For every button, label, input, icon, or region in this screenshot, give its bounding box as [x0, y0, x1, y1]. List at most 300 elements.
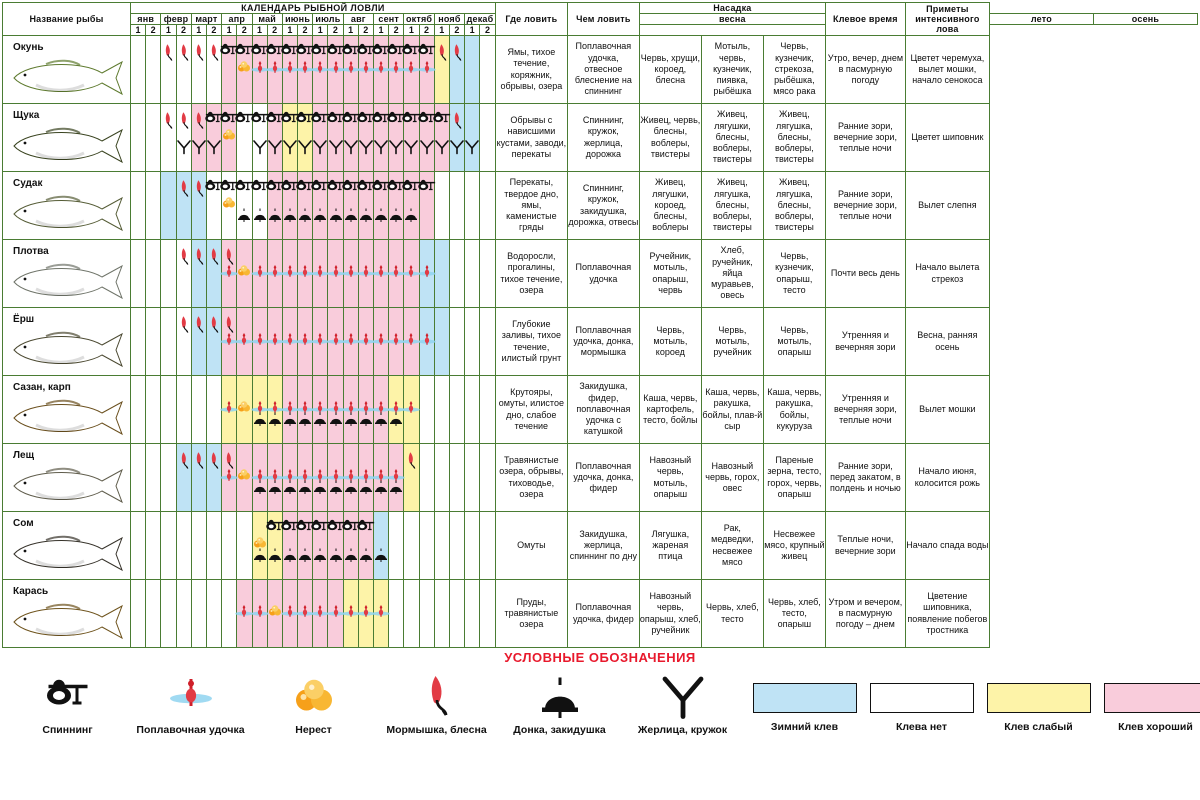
zherlitsa-icon	[388, 139, 404, 157]
half-month-header-23: 1	[465, 25, 480, 36]
calendar-cell[interactable]	[131, 580, 146, 648]
signs-cell: Начало июня, колосится рожь	[905, 444, 989, 512]
donka-icon	[328, 547, 344, 565]
donka-icon	[328, 207, 344, 225]
fish-image	[3, 597, 130, 645]
table-header	[3, 3, 1198, 36]
color-swatch	[753, 683, 857, 713]
calendar-cell[interactable]	[206, 512, 221, 580]
fish-cell-5	[3, 308, 131, 376]
month-header-7: июль	[313, 14, 343, 25]
bait-spring-cell: Живец, червь, блесны, воблеры, твистеры	[639, 104, 701, 172]
calendar-cell[interactable]	[465, 240, 480, 308]
calendar-cell[interactable]	[465, 512, 480, 580]
calendar-cell[interactable]	[389, 512, 404, 580]
donka-icon	[297, 547, 313, 565]
donka-icon	[312, 547, 328, 565]
zherlitsa-icon	[252, 139, 268, 157]
calendar-cell[interactable]	[419, 308, 434, 376]
calendar-cell[interactable]	[465, 308, 480, 376]
bait-spring-cell: Червь, мотыль, короед	[639, 308, 701, 376]
donka-icon	[388, 207, 404, 225]
bite-time-cell: Ранние зори, вечерние зори, теплые ночи	[825, 104, 905, 172]
month-header-3: март	[191, 14, 221, 25]
calendar-cell[interactable]	[131, 240, 146, 308]
bait-autumn-cell: Живец, лягушка, блесны, воблеры, твистеры	[763, 172, 825, 240]
month-header-2: февр	[161, 14, 191, 25]
table-row	[3, 512, 1198, 580]
legend-label: Донка, закидушка	[513, 724, 606, 736]
calendar-cell[interactable]	[434, 240, 449, 308]
calendar-cell[interactable]	[131, 444, 146, 512]
fish-name-label: Щука	[13, 110, 40, 121]
zherlitsa-icon	[267, 139, 283, 157]
float-icon	[401, 399, 421, 421]
calendar-cell[interactable]	[480, 36, 496, 104]
bait-summer-cell: Живец, лягушки, блесны, воблеры, твистеры	[701, 104, 763, 172]
legend-label: Зимний клев	[770, 721, 839, 733]
half-month-header-5: 1	[191, 25, 206, 36]
bait-spring-cell: Каша, червь, картофель, тесто, бойлы	[639, 376, 701, 444]
bait-summer-cell: Рак, медведки, несвежее мясо	[701, 512, 763, 580]
calendar-cell[interactable]	[404, 444, 419, 512]
calendar-cell[interactable]	[222, 240, 237, 308]
zherlitsa-icon	[282, 139, 298, 157]
legend	[0, 665, 1200, 761]
header-calendar-title: КАЛЕНДАРЬ РЫБНОЙ ЛОВЛИ	[131, 3, 496, 14]
half-month-header-4: 2	[176, 25, 191, 36]
donka-icon	[297, 207, 313, 225]
calendar-cell[interactable]	[146, 376, 161, 444]
zherlitsa-icon	[373, 139, 389, 157]
donka-icon	[252, 207, 268, 225]
calendar-cell[interactable]	[449, 172, 464, 240]
month-header-1: янв	[131, 14, 161, 25]
fish-cell-4	[3, 240, 131, 308]
zherlitsa-icon	[419, 139, 435, 157]
zherlitsa-icon	[206, 139, 222, 157]
calendar-cell[interactable]	[374, 512, 389, 580]
fish-image	[3, 529, 130, 577]
bait-autumn-cell: Червь, мотыль, опарыш	[763, 308, 825, 376]
calendar-cell[interactable]	[191, 580, 206, 648]
calendar-cell[interactable]	[222, 444, 237, 512]
legend-label: Поплавочная удочка	[136, 724, 245, 736]
bait-autumn-cell: Несвежее мясо, крупный живец	[763, 512, 825, 580]
calendar-cell[interactable]	[131, 512, 146, 580]
calendar-cell[interactable]	[434, 580, 449, 648]
month-header-12: декаб	[466, 14, 494, 24]
calendar-cell[interactable]	[480, 512, 496, 580]
where-cell: Пруды, травянистые озера	[495, 580, 567, 648]
calendar-cell[interactable]	[434, 308, 449, 376]
fish-cell-8	[3, 512, 131, 580]
table-row	[3, 36, 1198, 104]
what-cell: Поплавочная удочка	[567, 240, 639, 308]
month-header-4: апр	[222, 14, 252, 25]
half-month-header-3: 1	[161, 25, 176, 36]
half-month-header-13: 1	[313, 25, 328, 36]
calendar-cell[interactable]	[480, 240, 496, 308]
half-month-header-10: 2	[267, 25, 282, 36]
legend-title: УСЛОВНЫЕ ОБОЗНАЧЕНИЯ	[504, 650, 696, 665]
calendar-cell[interactable]	[465, 444, 480, 512]
calendar-cell[interactable]	[176, 580, 191, 648]
half-month-header-22: 2	[449, 25, 464, 36]
spawn-icon	[290, 669, 338, 721]
bait-spring-cell: Навозный червь, опарыш, хлеб, ручейник	[639, 580, 701, 648]
legend-color-pink	[1099, 669, 1200, 733]
donka-icon	[403, 207, 419, 225]
calendar-cell[interactable]	[389, 580, 404, 648]
legend-colors	[746, 669, 1200, 733]
fish-name-label: Судак	[13, 178, 43, 189]
fish-image	[3, 393, 130, 441]
calendar-cell[interactable]	[404, 512, 419, 580]
donka-icon	[282, 207, 298, 225]
calendar-cell[interactable]	[449, 240, 464, 308]
zherlitsa-icon	[659, 669, 707, 721]
calendar-cell[interactable]	[465, 36, 480, 104]
half-month-header-21: 1	[434, 25, 449, 36]
calendar-cell[interactable]	[237, 512, 252, 580]
donka-icon	[358, 207, 374, 225]
bait-summer-cell: Каша, червь, ракушка, бойлы, плав-й сыр	[701, 376, 763, 444]
zherlitsa-icon	[449, 139, 465, 157]
fish-image	[3, 257, 130, 305]
calendar-cell[interactable]	[161, 580, 176, 648]
table-row	[3, 240, 1198, 308]
header-fish-name: Название рыбы	[3, 3, 131, 36]
color-swatch	[987, 683, 1091, 713]
donka-icon	[312, 207, 328, 225]
header-bait: Насадка	[639, 3, 825, 14]
where-cell: Глубокие заливы, тихое течение, илистый грунт	[495, 308, 567, 376]
fish-name-label: Сазан, карп	[13, 382, 71, 393]
half-month-header-24: 2	[480, 25, 496, 36]
legend-label: Спиннинг	[42, 724, 93, 736]
calendar-cell[interactable]	[146, 308, 161, 376]
zherlitsa-icon	[191, 139, 207, 157]
calendar-cell[interactable]	[449, 104, 464, 172]
where-cell: Крутояры, омуты, илистое дно, слабое течение	[495, 376, 567, 444]
calendar-cell[interactable]	[404, 376, 419, 444]
legend-label: Клев хороший	[1118, 721, 1193, 733]
half-month-header-8: 2	[237, 25, 252, 36]
legend-color-blue	[748, 669, 861, 733]
calendar-cell[interactable]	[161, 376, 176, 444]
bait-spring-cell: Ручейник, мотыль, опарыш, червь	[639, 240, 701, 308]
bite-time-cell: Утренняя и вечерняя зори	[825, 308, 905, 376]
where-cell: Обрывы с нависшими кустами, заводи, перекаты	[495, 104, 567, 172]
month-header-10: октяб	[404, 14, 434, 25]
header-bait-summer: лето	[989, 14, 1093, 25]
float-icon	[167, 669, 215, 721]
calendar-cell[interactable]	[465, 376, 480, 444]
calendar-cell[interactable]	[449, 512, 464, 580]
calendar-cell[interactable]	[465, 172, 480, 240]
calendar-cell[interactable]	[146, 444, 161, 512]
fishing-calendar-table	[2, 2, 1198, 648]
half-month-header-1: 1	[131, 25, 146, 36]
bait-spring-cell: Лягушка, жареная птица	[639, 512, 701, 580]
fish-name-label: Плотва	[13, 246, 49, 257]
donka-icon	[252, 547, 268, 565]
bite-time-cell: Утром и вечером, в пасмурную погоду – днем	[825, 580, 905, 648]
signs-cell: Вылет мошки	[905, 376, 989, 444]
calendar-cell[interactable]	[419, 444, 434, 512]
signs-cell: Цветет шиповник	[905, 104, 989, 172]
bait-autumn-cell: Червь, хлеб, тесто, опарыш	[763, 580, 825, 648]
table-row	[3, 376, 1198, 444]
signs-cell: Начало спада воды	[905, 512, 989, 580]
legend-item-spawn	[252, 669, 375, 736]
donka-icon	[343, 207, 359, 225]
donka-icon	[267, 547, 283, 565]
calendar-cell[interactable]	[176, 376, 191, 444]
where-cell: Ямы, тихое течение, коряжник, обрывы, озера	[495, 36, 567, 104]
calendar-cell[interactable]	[419, 580, 434, 648]
legend-item-zherlitsa	[621, 669, 744, 736]
zherlitsa-icon	[434, 139, 450, 157]
what-cell: Спиннинг, кружок, закидушка, дорожка, отвесы	[567, 172, 639, 240]
what-cell: Поплавочная удочка, фидер	[567, 580, 639, 648]
calendar-cell[interactable]	[449, 36, 464, 104]
donka-icon	[373, 547, 389, 565]
bait-summer-cell: Мотыль, червь, кузнечик, пиявка, рыбёшка	[701, 36, 763, 104]
fish-image	[3, 121, 130, 169]
what-cell: Поплавочная удочка, донка, фидер	[567, 444, 639, 512]
spinning-icon	[356, 517, 376, 539]
legend-label: Клев слабый	[1004, 721, 1073, 733]
bait-summer-cell: Навозный червь, горох, овес	[701, 444, 763, 512]
bite-time-cell: Почти весь день	[825, 240, 905, 308]
bait-summer-cell: Червь, хлеб, тесто	[701, 580, 763, 648]
donka-icon	[236, 207, 252, 225]
calendar-cell[interactable]	[146, 512, 161, 580]
zherlitsa-icon	[176, 139, 192, 157]
donka-icon	[358, 547, 374, 565]
calendar-cell[interactable]	[449, 376, 464, 444]
fish-cell-2	[3, 104, 131, 172]
calendar-cell[interactable]	[131, 36, 146, 104]
legend-label: Жерлица, кружок	[637, 724, 728, 736]
calendar-cell[interactable]	[222, 512, 237, 580]
where-cell: Перекаты, твердое дно, ямы, каменистые гряды	[495, 172, 567, 240]
what-cell: Поплавочная удочка, донка, мормышка	[567, 308, 639, 376]
month-header-9: сент	[374, 14, 404, 25]
calendar-cell[interactable]	[480, 376, 496, 444]
legend-label: Нерест	[295, 724, 332, 736]
calendar-cell[interactable]	[222, 376, 237, 444]
half-month-header-17: 1	[374, 25, 389, 36]
calendar-cell[interactable]	[419, 172, 434, 240]
calendar-cell[interactable]	[480, 580, 496, 648]
calendar-cell[interactable]	[419, 240, 434, 308]
bite-time-cell: Утро, вечер, днем в пасмурную погоду	[825, 36, 905, 104]
calendar-cell[interactable]	[480, 444, 496, 512]
what-cell: Спиннинг, кружок, жерлица, дорожка	[567, 104, 639, 172]
calendar-cell[interactable]	[404, 580, 419, 648]
what-cell: Закидушка, жерлица, спиннинг по дну	[567, 512, 639, 580]
calendar-cell[interactable]	[131, 308, 146, 376]
month-header-5: май	[252, 14, 282, 25]
bite-time-cell: Ранние зори, вечерние зори, теплые ночи	[825, 172, 905, 240]
donka-icon	[388, 479, 404, 497]
half-month-header-9: 1	[252, 25, 267, 36]
fish-cell-3	[3, 172, 131, 240]
signs-cell: Цветет черемуха, вылет мошки, начало сенокоса	[905, 36, 989, 104]
bait-summer-cell: Червь, мотыль, ручейник	[701, 308, 763, 376]
bait-spring-cell: Червь, хрущи, короед, блесна	[639, 36, 701, 104]
donka-icon	[373, 207, 389, 225]
fish-name-label: Карась	[13, 586, 49, 597]
calendar-cell[interactable]	[191, 512, 206, 580]
calendar-cell[interactable]	[434, 172, 449, 240]
legend-item-mormyshka	[375, 669, 498, 736]
calendar-cell[interactable]	[146, 580, 161, 648]
calendar-cell[interactable]	[419, 376, 434, 444]
half-month-header-18: 2	[389, 25, 404, 36]
calendar-cell[interactable]	[191, 376, 206, 444]
where-cell: Водоросли, прогалины, тихое течение, озера	[495, 240, 567, 308]
legend-label: Клева нет	[895, 721, 948, 733]
table-row	[3, 308, 1198, 376]
table-row	[3, 172, 1198, 240]
donka-icon	[267, 207, 283, 225]
half-month-header-19: 1	[404, 25, 419, 36]
zherlitsa-icon	[328, 139, 344, 157]
month-header-11: нояб	[434, 14, 464, 25]
half-month-header-16: 2	[358, 25, 373, 36]
signs-cell: Цветение шиповника, появление побегов тростника	[905, 580, 989, 648]
bait-autumn-cell: Червь, кузнечик, стрекоза, рыбёшка, мясо рака	[763, 36, 825, 104]
float-icon	[417, 331, 437, 353]
zherlitsa-icon	[358, 139, 374, 157]
calendar-cell[interactable]	[161, 512, 176, 580]
mormyshka-icon	[401, 451, 421, 473]
legend-color-yellow	[982, 669, 1095, 733]
calendar-cell[interactable]	[252, 580, 267, 648]
calendar-cell[interactable]	[131, 376, 146, 444]
fish-image	[3, 53, 130, 101]
calendar-cell[interactable]	[358, 512, 373, 580]
mormyshka-icon	[413, 669, 461, 721]
calendar-cell[interactable]	[434, 376, 449, 444]
header-what: Чем ловить	[567, 3, 639, 36]
calendar-cell[interactable]	[146, 240, 161, 308]
signs-cell: Начало вылета стрекоз	[905, 240, 989, 308]
legend-item-float	[129, 669, 252, 736]
calendar-cell[interactable]	[176, 512, 191, 580]
fish-image	[3, 461, 130, 509]
calendar-cell[interactable]	[419, 512, 434, 580]
month-header-8: авг	[343, 14, 373, 25]
header-bait-autumn: осень	[1093, 14, 1197, 25]
mormyshka-icon	[447, 43, 467, 65]
bait-spring-cell: Навозный червь, мотыль, опарыш	[639, 444, 701, 512]
month-header-6: июнь	[282, 14, 312, 25]
bite-time-cell: Ранние зори, перед закатом, в полдень и ночью	[825, 444, 905, 512]
bait-summer-cell: Живец, лягушка, блесны, воблеры, твистеры	[701, 172, 763, 240]
half-month-header-2: 2	[146, 25, 161, 36]
bait-autumn-cell: Живец, лягушка, блесны, воблеры, твистеры	[763, 104, 825, 172]
calendar-cell[interactable]	[131, 172, 146, 240]
calendar-cell[interactable]	[146, 172, 161, 240]
calendar-cell[interactable]	[434, 444, 449, 512]
where-cell: Травянистые озера, обрывы, тиховодье, озера	[495, 444, 567, 512]
what-cell: Поплавочная удочка, отвесное блеснение на спиннинг	[567, 36, 639, 104]
bait-summer-cell: Хлеб, ручейник, яйца муравьев, овесь	[701, 240, 763, 308]
fish-image	[3, 189, 130, 237]
signs-cell: Весна, ранняя осень	[905, 308, 989, 376]
color-swatch	[1104, 683, 1200, 713]
half-month-header-15: 1	[343, 25, 358, 36]
fish-name-label: Окунь	[13, 42, 44, 53]
calendar-cell[interactable]	[465, 104, 480, 172]
half-month-header-20: 2	[419, 25, 434, 36]
donka-icon	[343, 547, 359, 565]
zherlitsa-icon	[312, 139, 328, 157]
calendar-cell[interactable]	[374, 580, 389, 648]
table-row	[3, 104, 1198, 172]
calendar-cell[interactable]	[131, 104, 146, 172]
donka-icon	[536, 669, 584, 721]
legend-item-donka	[498, 669, 621, 736]
half-month-header-12: 2	[298, 25, 313, 36]
zherlitsa-icon	[297, 139, 313, 157]
fish-cell-1	[3, 36, 131, 104]
calendar-cell[interactable]	[206, 580, 221, 648]
fish-name-label: Ёрш	[13, 314, 35, 325]
calendar-cell[interactable]	[449, 580, 464, 648]
donka-icon	[282, 547, 298, 565]
fish-image	[3, 325, 130, 373]
bait-autumn-cell: Пареные зерна, тесто, горох, червь, опарыш	[763, 444, 825, 512]
fish-cell-7	[3, 444, 131, 512]
calendar-cell[interactable]	[480, 104, 496, 172]
calendar-cell[interactable]	[434, 512, 449, 580]
bait-spring-cell: Живец, лягушки, короед, блесны, воблеры	[639, 172, 701, 240]
calendar-cell[interactable]	[480, 172, 496, 240]
legend-label: Мормышка, блесна	[386, 724, 487, 736]
calendar-cell[interactable]	[449, 444, 464, 512]
calendar-cell[interactable]	[465, 580, 480, 648]
zherlitsa-icon	[464, 139, 480, 157]
spinning-icon	[417, 177, 437, 199]
half-month-header-6: 2	[206, 25, 221, 36]
calendar-cell[interactable]	[480, 308, 496, 376]
fish-name-label: Лещ	[13, 450, 35, 461]
half-month-header-14: 2	[328, 25, 343, 36]
zherlitsa-icon	[343, 139, 359, 157]
zherlitsa-icon	[403, 139, 419, 157]
bait-autumn-cell: Червь, кузнечик, опарыш, тесто	[763, 240, 825, 308]
calendar-cell[interactable]	[449, 308, 464, 376]
bite-time-cell: Теплые ночи, вечерние зори	[825, 512, 905, 580]
legend-icons	[6, 669, 746, 736]
where-cell: Омуты	[495, 512, 567, 580]
fish-cell-6	[3, 376, 131, 444]
header-signs: Приметы интенсивного лова	[905, 3, 989, 36]
table-body	[3, 36, 1198, 648]
header-bait-spring: весна	[639, 14, 825, 25]
fish-name-label: Сом	[13, 518, 34, 529]
table-row	[3, 444, 1198, 512]
spinning-icon	[44, 669, 92, 721]
color-swatch	[870, 683, 974, 713]
what-cell: Закидушка, фидер, поплавочная удочка с катушкой	[567, 376, 639, 444]
